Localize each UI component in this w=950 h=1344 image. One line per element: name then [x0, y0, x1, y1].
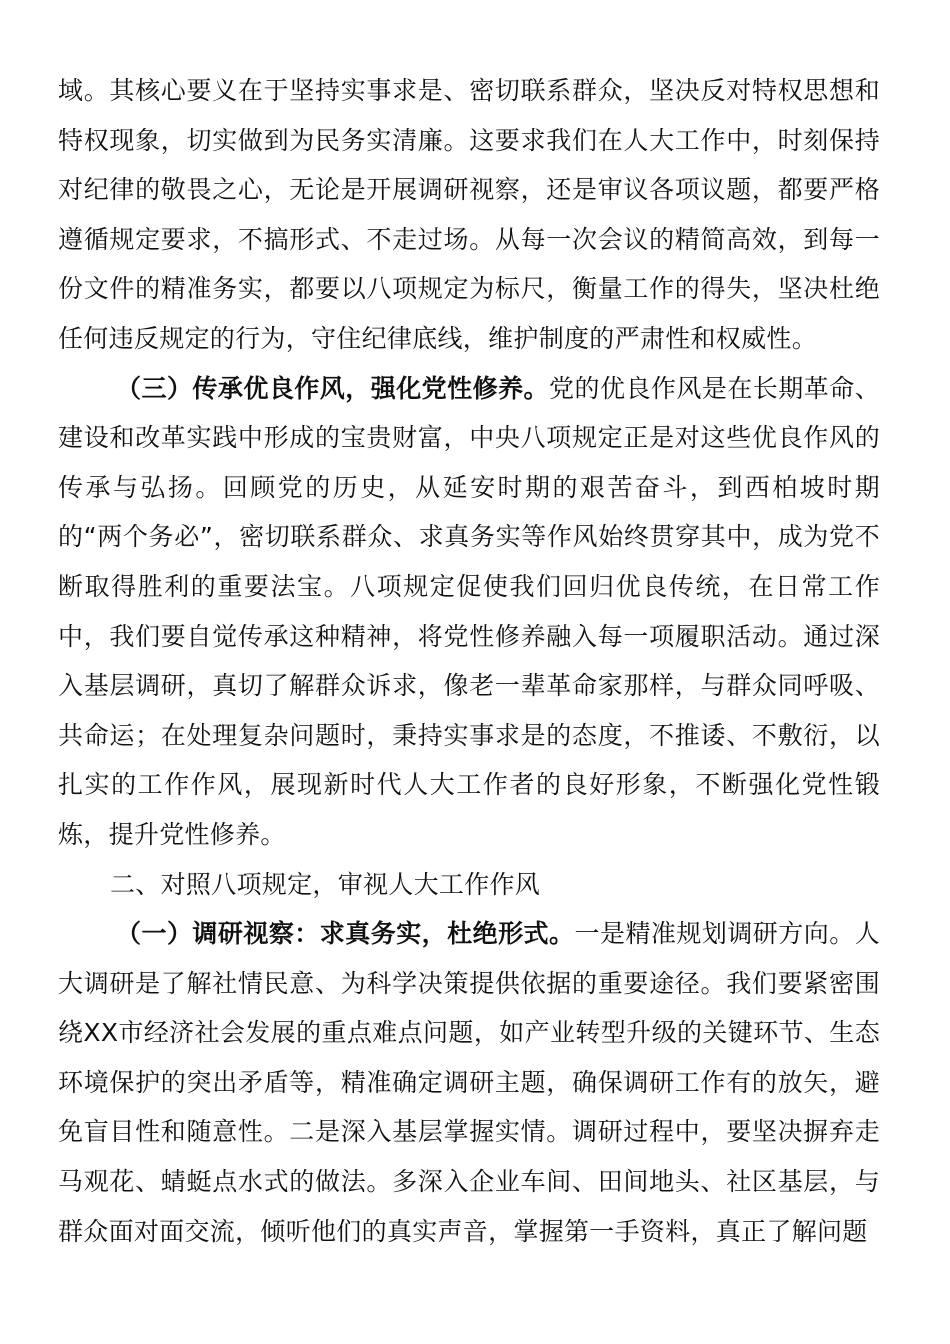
- paragraph-body-fine-style: 党的优良作风是在长期革命、建设和改革实践中形成的宝贵财富，中央八项规定正是对这些优良作风的传承与弘扬。回顾党的历史，从延安时期的艰苦奋斗，到西柏坡时期的“两个务必”，密切联系群众、求真务实等作风始终贯穿其中，成为党不断取得胜利的重要法宝。八项规定促使我们回归优良传统，在日常工作中，我们要自觉传承这种精神，将党性修养融入每一项履职活动。通过深入基层调研，真切了解群众诉求，像老一辈革命家那样，与群众同呼吸、共命运；在处理复杂问题时，秉持实事求是的态度，不推诿、不敷衍，以扎实的工作作风，展现新时代人大工作者的良好形象，不断强化党性锻炼，提升党性修养。: [58, 373, 880, 849]
- paragraph-heading-research: （一）调研视察：求真务实，杜绝形式。: [116, 919, 575, 949]
- paragraph-research: [58, 909, 880, 1256]
- paragraph-heading-fine-style: （三）传承优良作风，强化党性修养。: [116, 373, 550, 403]
- section-title-review: 二、对照八项规定，审视人大工作作风: [110, 869, 541, 899]
- paragraph-fine-style: [58, 364, 880, 860]
- paragraph-body-research: 一是精准规划调研方向。人大调研是了解社情民意、为科学决策提供依据的重要途径。我们要紧密围绕XX市经济社会发展的重点难点问题，如产业转型升级的关键环节、生态环境保护的突出矛盾等，精准确定调研主题，确保调研工作有的放矢，避免盲目性和随意性。二是深入基层掌握实情。调研过程中，要坚决摒弃走马观花、蜻蜓点水式的做法。多深入企业车间、田间地头、社区基层，与群众面对面交流，倾听他们的真实声音，掌握第一手资料，真正了解问题: [58, 919, 880, 1246]
- paragraph-discipline: 域。其核心要义在于坚持实事求是、密切联系群众，坚决反对特权思想和特权现象，切实做到为民务实清廉。这要求我们在人大工作中，时刻保持对纪律的敬畏之心，无论是开展调研视察，还是审议各项议题，都要严格遵循规定要求，不搞形式、不走过场。从每一次会议的精简高效，到每一份文件的精准务实，都要以八项规定为标尺，衡量工作的得失，坚决杜绝任何违反规定的行为，守住纪律底线，维护制度的严肃性和权威性。: [58, 76, 880, 353]
- document-page: [58, 66, 880, 1256]
